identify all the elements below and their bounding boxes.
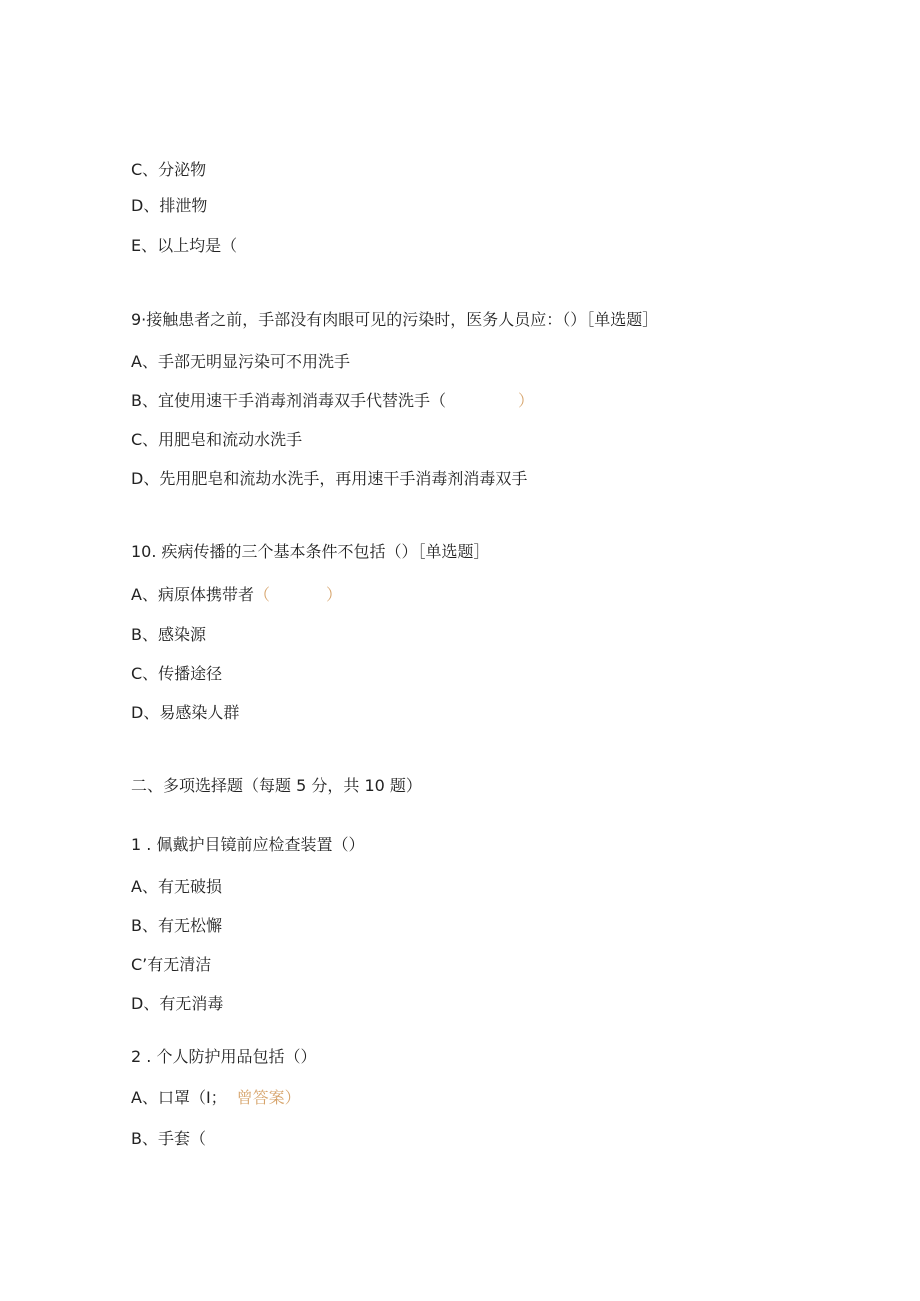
q9-answer-bracket: ） <box>517 391 534 410</box>
section-2-heading: 二、多项选择题（每题 5 分，共 10 题） <box>131 776 422 795</box>
q10-answer-open: （ <box>253 585 270 604</box>
q9-option-c: C、用肥皂和流动水洗手 <box>131 430 303 449</box>
m1-option-a: A、有无破损 <box>131 877 222 896</box>
q9-option-b-text: B、宜使用速干手消毒剂消毒双手代替洗手（ <box>131 391 446 410</box>
question-9: 9·接触患者之前，手部没有肉眼可见的污染时，医务人员应：（）［单选题］ <box>131 310 659 329</box>
multi-question-1: 1 . 佩戴护目镜前应检查装置（） <box>131 835 365 854</box>
m2-answer-note: 曾答案） <box>236 1088 301 1107</box>
option-c-secretion: C、分泌物 <box>131 160 207 179</box>
multi-question-2: 2 . 个人防护用品包括（） <box>131 1047 317 1066</box>
q10-answer-close: ） <box>325 585 342 604</box>
q10-option-c: C、传播途径 <box>131 664 223 683</box>
q9-option-d: D、先用肥皂和流劫水洗手，再用速干手消毒剂消毒双手 <box>131 469 528 488</box>
q10-option-a <box>131 585 342 605</box>
option-e-all: E、以上均是（ <box>131 236 238 255</box>
q9-option-a: A、手部无明显污染可不用洗手 <box>131 352 350 371</box>
m2-option-b: B、手套（ <box>131 1129 206 1148</box>
q9-option-b <box>131 391 534 411</box>
m2-option-a-text: A、口罩（I； <box>131 1088 227 1107</box>
m1-option-c: C’有无清洁 <box>131 955 212 974</box>
m2-option-a <box>131 1088 301 1108</box>
m1-option-d: D、有无消毒 <box>131 994 224 1013</box>
option-d-excretion: D、排泄物 <box>131 196 208 215</box>
m1-option-b: B、有无松懈 <box>131 916 222 935</box>
q10-option-b: B、感染源 <box>131 625 206 644</box>
q10-option-a-text: A、病原体携带者 <box>131 585 254 604</box>
q10-option-d: D、易感染人群 <box>131 703 240 722</box>
question-10: 10. 疾病传播的三个基本条件不包括（）［单选题］ <box>131 542 490 561</box>
